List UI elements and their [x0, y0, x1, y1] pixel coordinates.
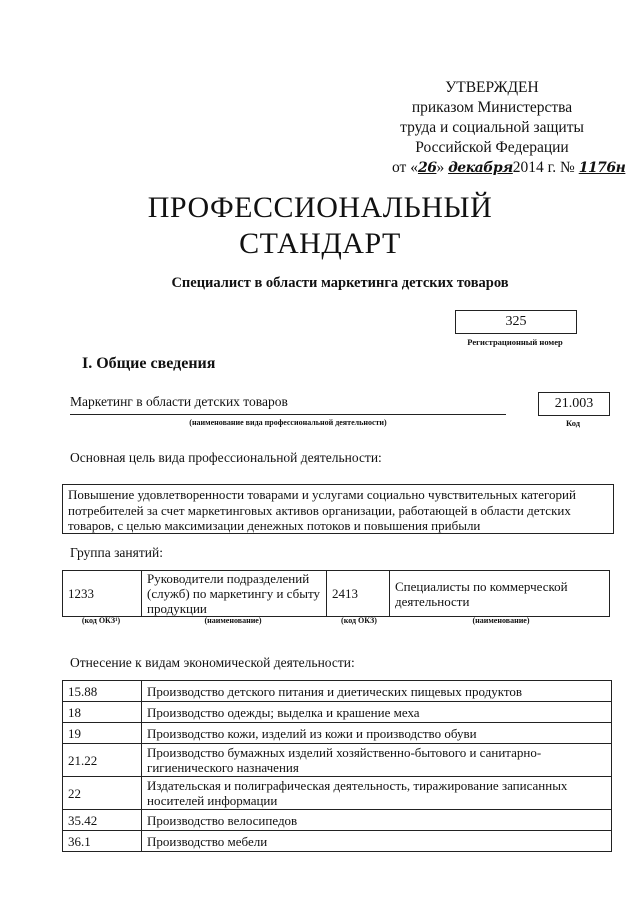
section-heading: I. Общие сведения	[82, 355, 216, 372]
date-year: 2014 г. №	[512, 159, 575, 176]
date-month: декабря	[448, 160, 513, 176]
approval-block	[392, 78, 626, 178]
table-row	[63, 831, 612, 852]
caption-okz-code: (код ОКЗ)	[341, 616, 377, 625]
title-line-1: ПРОФЕССИОНАЛЬНЫЙ	[147, 191, 493, 224]
okved-name: Производство детского питания и диетических пищевых продуктов	[142, 681, 612, 702]
occupations-table	[62, 570, 610, 617]
okved-code: 15.88	[63, 681, 142, 702]
occupation-code-1: 1233	[63, 571, 142, 617]
occupations-label: Группа занятий:	[70, 545, 163, 560]
table-row	[63, 744, 612, 777]
table-row	[63, 810, 612, 831]
title-line-2: СТАНДАРТ	[239, 227, 401, 260]
standard-subtitle: Специалист в области маркетинга детских товаров	[171, 275, 509, 291]
okved-code: 19	[63, 723, 142, 744]
okved-code: 21.22	[63, 744, 142, 777]
approval-line: Российской Федерации	[415, 139, 569, 156]
registration-number-label: Регистрационный номер	[467, 337, 563, 347]
goal-text-box: Повышение удовлетворенности товарами и услугами социально чувствительных категорий потребителей за счет маркетинговых активов организации, работающей в области детских товаров, с целью максимизации денежных потоков и повышения прибыли	[62, 484, 614, 534]
approval-title: УТВЕРЖДЕН	[445, 79, 539, 96]
document-title	[0, 190, 640, 262]
okved-code: 22	[63, 777, 142, 810]
date-mid: »	[436, 159, 445, 176]
date-prefix: от «	[392, 159, 418, 176]
approval-date-line	[392, 158, 626, 178]
occupation-name-1: Руководители подразделений (служб) по маркетингу и сбыту продукции	[142, 571, 327, 617]
okved-name: Производство кожи, изделий из кожи и производство обуви	[142, 723, 612, 744]
okved-code: 18	[63, 702, 142, 723]
caption-name: (наименование)	[204, 616, 262, 625]
table-row	[63, 571, 610, 617]
okved-name: Производство мебели	[142, 831, 612, 852]
approval-line: приказом Министерства	[411, 99, 573, 116]
date-day: 26	[417, 160, 437, 176]
activity-code-box: 21.003	[538, 392, 610, 416]
goal-label: Основная цель вида профессиональной деятельности:	[70, 450, 382, 465]
okved-name: Производство одежды; выделка и крашение меха	[142, 702, 612, 723]
okved-code: 35.42	[63, 810, 142, 831]
okved-name: Производство бумажных изделий хозяйственно-бытового и санитарно-гигиенического назначения	[142, 744, 612, 777]
table-row	[63, 777, 612, 810]
occupation-name-2: Специалисты по коммерческой деятельности	[390, 571, 610, 617]
activity-name: Маркетинг в области детских товаров	[70, 394, 506, 415]
caption-name: (наименование)	[472, 616, 530, 625]
activity-code-label: Код	[565, 418, 581, 428]
registration-number-box: 325	[455, 310, 577, 334]
table-row	[63, 702, 612, 723]
okved-name: Издательская и полиграфическая деятельность, тиражирование записанных носителей информации	[142, 777, 612, 810]
table-row	[63, 723, 612, 744]
table-row	[63, 681, 612, 702]
caption-okz-code: (код ОКЗ¹)	[81, 616, 121, 625]
economic-activities-table	[62, 680, 612, 852]
activity-name-caption: (наименование вида профессиональной деятельности)	[189, 418, 387, 427]
okved-name: Производство велосипедов	[142, 810, 612, 831]
approval-line: труда и социальной защиты	[400, 119, 584, 136]
okved-code: 36.1	[63, 831, 142, 852]
occupation-code-2: 2413	[327, 571, 390, 617]
economic-label: Отнесение к видам экономической деятельности:	[70, 655, 355, 670]
order-number: 1176н	[578, 160, 626, 176]
